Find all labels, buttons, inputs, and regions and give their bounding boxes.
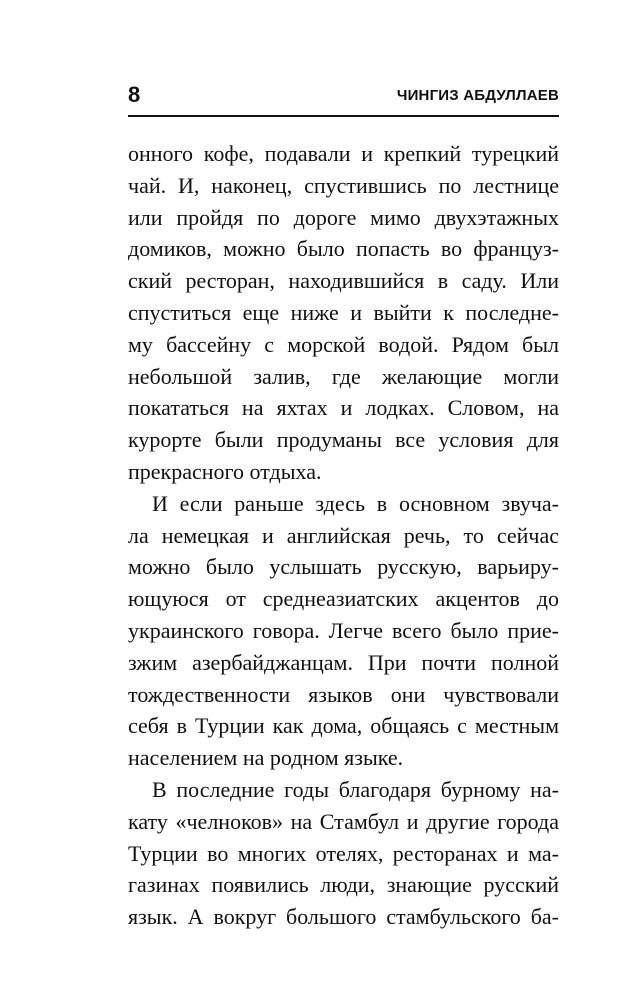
text-line: газинах появились люди, знающие русский <box>128 872 559 898</box>
text-line: украинского говора. Легче всего было прие- <box>128 617 559 643</box>
text-line: домиков, можно было попасть во француз- <box>128 236 559 262</box>
text-line: И если раньше здесь в основном звуча- <box>152 490 559 516</box>
page-header <box>128 82 559 108</box>
text-line: небольшой залив, где желающие могли <box>128 363 559 389</box>
text-line: курорте были продуманы все условия для <box>128 427 559 453</box>
text-line: или пройдя по дороге мимо двухэтажных <box>128 204 559 230</box>
text-line: населением на родном языке. <box>128 745 404 771</box>
paragraph-1 <box>128 138 559 488</box>
text-line: зжим азербайджанцам. При почти полной <box>128 649 559 675</box>
text-line: покататься на яхтах и лодках. Словом, на <box>128 395 559 421</box>
text-line: ющуюся от среднеазиатских акцентов до <box>128 586 559 612</box>
text-line: онного кофе, подавали и крепкий турецкий <box>128 141 559 166</box>
text-line: спуститься еще ниже и выйти к последне- <box>128 299 559 325</box>
text-line: Турции во многих отелях, ресторанах и ма- <box>128 840 559 866</box>
text-line: тождественности языков они чувствовали <box>128 681 559 707</box>
text-line: ский ресторан, находившийся в саду. Или <box>128 268 559 294</box>
page-number: 8 <box>128 82 141 107</box>
text-line: язык. А вокруг большого стамбульского ба- <box>128 904 559 930</box>
text-line: В последние годы благодаря бурному на- <box>152 776 559 802</box>
paragraph-2 <box>128 488 559 774</box>
text-line: кату «челноков» на Стамбул и другие города <box>128 808 559 834</box>
text-line: ла немецкая и английская речь, то сейчас <box>128 522 559 548</box>
text-line: прекрасного отдыха. <box>128 458 322 484</box>
text-line: чай. И, наконец, спустившись по лестнице <box>128 172 559 198</box>
header-rule <box>128 115 559 117</box>
running-head-author: ЧИНГИЗ АБДУЛЛАЕВ <box>396 87 559 104</box>
text-line: му бассейну с морской водой. Рядом был <box>128 331 559 357</box>
body-text <box>128 138 559 933</box>
text-line: можно было услышать русскую, варьиру- <box>128 554 559 580</box>
paragraph-3 <box>128 774 559 933</box>
text-line: себя в Турции как дома, общаясь с местным <box>128 713 559 739</box>
